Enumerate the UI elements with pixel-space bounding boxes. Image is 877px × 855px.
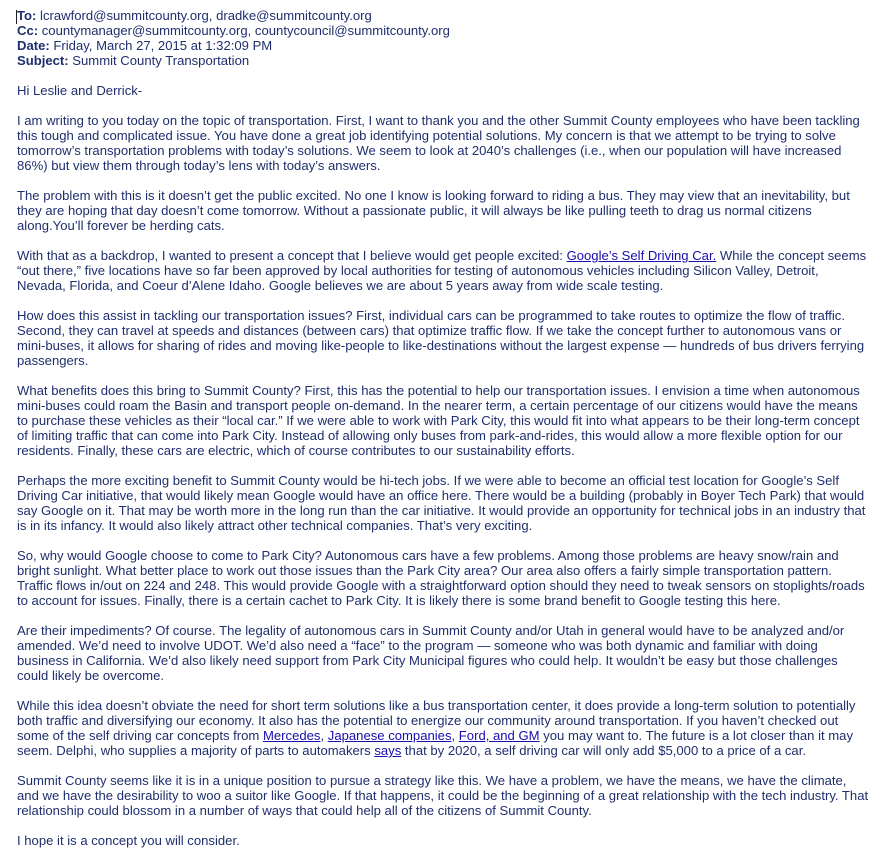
subject-value: Summit County Transportation (72, 53, 250, 68)
date-label: Date: (17, 38, 50, 53)
cc-label: Cc: (17, 23, 39, 38)
ford-gm-link[interactable]: Ford, and GM (458, 728, 540, 743)
text-span: , (451, 728, 459, 743)
text-span: that by 2020, a self driving car will only add $5,000 to a price of a car. (401, 743, 806, 758)
to-line (17, 8, 877, 23)
to-label: To: (17, 8, 37, 23)
text-span: you may want to. The future is a lot closer than it may seem. Delphi, who supplies a majority of parts to automakers (17, 728, 854, 758)
google-self-driving-car-link[interactable]: Google’s Self Driving Car. (566, 248, 717, 263)
text-cursor (16, 10, 17, 24)
date-line (17, 38, 877, 53)
text-span: With that as a backdrop, I wanted to present a concept that I believe would get people excited: (17, 248, 567, 263)
says-link[interactable]: says (374, 743, 402, 758)
closing-line: I hope it is a concept you will consider. (17, 833, 240, 848)
paragraph-why-park-city: So, why would Google choose to come to Park City? Autonomous cars have a few problems. Among those problems are heavy snow/rain and bright sunlight. What better place to work out those issues than the Park City area? Our area also offers a fairly simple transportation pattern. Traffic flows in/out on 224 and 248. This would provide Google with a straightforward option should they need to tweak sensors on stoplights/roads to account for issues. Finally, there is a certain cachet to Park City. It is likely there is some brand benefit to Google testing this here. (17, 548, 865, 608)
subject-line (17, 53, 877, 68)
paragraph-problem: The problem with this is it doesn’t get the public excited. No one I know is looking forward to riding a bus. They may view that an inevitability, but they are hoping that day doesn’t come tomorrow. Without a passionate public, it will always be like pulling teeth to drag us normal citizens along.You’ll forever be herding cats. (17, 188, 850, 233)
mercedes-link[interactable]: Mercedes (262, 728, 321, 743)
text-span: , (320, 728, 328, 743)
paragraph-concept (17, 248, 869, 293)
text-span: While this idea doesn’t obviate the need for short term solutions like a bus transportation center, it does provide a long-term solution to potentially both traffic and diversifying our economy. It also has the potential to energize our community around transportation. If you haven’t checked out some of the self driving car concepts from (17, 698, 856, 743)
cc-recipients[interactable]: countymanager@summitcounty.org, countycouncil@summitcounty.org (41, 23, 450, 38)
subject-label: Subject: (17, 53, 69, 68)
paragraph-solutions (17, 698, 869, 758)
date-value: Friday, March 27, 2015 at 1:32:09 PM (53, 38, 273, 53)
paragraph-summary: Summit County seems like it is in a unique position to pursue a strategy like this. We have a problem, we have the means, we have the climate, and we have the desirability to woo a suitor like Google. If that happens, it could be the beginning of a great relationship with the tech industry. That relationship could blossom in a number of ways that could help all of the citizens of Summit County. (17, 773, 869, 818)
paragraph-intro: I am writing to you today on the topic of transportation. First, I want to thank you and the other Summit County employees who have been tackling this tough and complicated issue. You have done a great job identifying potential solutions. My concern is that we attempt to be trying to solve tomorrow’s transportation problems with today’s solutions. We seem to look at 2040’s challenges (i.e., when our population will have increased 86%) but view them through today’s lens with today’s answers. (17, 113, 860, 173)
paragraph-how: How does this assist in tackling our transportation issues? First, individual cars can be programmed to take routes to optimize the flow of traffic. Second, they can travel at speeds and distances (between cars) that optimize traffic flow. If we take the concept further to autonomous vans or mini-buses, it allows for sharing of rides and moving like-people to like-destinations without the largest expense — hundreds of bus drivers ferrying passengers. (17, 308, 865, 368)
text-span: While the concept seems “out there,” five locations have so far been approved by local authorities for testing of autonomous vehicles including Silicon Valley, Detroit, Nevada, Florida, and Coeur d’Alene Idaho. Google believes we are about 5 years away from wide scale testing. (17, 248, 867, 293)
japanese-companies-link[interactable]: Japanese companies (327, 728, 452, 743)
cc-line (17, 23, 877, 38)
to-recipients[interactable]: lcrawford@summitcounty.org, dradke@summitcounty.org (40, 8, 372, 23)
paragraph-jobs: Perhaps the more exciting benefit to Summit County would be hi-tech jobs. If we were able to become an official test location for Google’s Self Driving Car initiative, that would likely mean Google would have an office here. There would be a building (probably in Boyer Tech Park) that would say Google on it. That may be worth more in the long run than the car initiative. It would provide an opportunity for technical jobs in an industry that is in its infancy. It would also likely attract other technical companies. That’s very exciting. (17, 473, 866, 533)
greeting: Hi Leslie and Derrick- (17, 83, 143, 98)
paragraph-benefits: What benefits does this bring to Summit County? First, this has the potential to help our transportation issues. I envision a time when autonomous mini-buses could roam the Basin and transport people on-demand. In the nearer term, a certain percentage of our citizens would have the means to purchase these vehicles as their “local car.” If we were able to work with Park City, this would fit into what appears to be their long-term concept of limiting traffic that can come into Park City. Instead of allowing only buses from park-and-rides, this would allow a more flexible option for our residents. Finally, these cars are electric, which of course contributes to our sustainability efforts. (17, 383, 860, 458)
paragraph-impediments: Are their impediments? Of course. The legality of autonomous cars in Summit County and/or Utah in general would have to be analyzed and/or amended. We’d need to involve UDOT. We’d also need a “face” to the program — someone who was both dynamic and familiar with doing business in California. We’d also likely need support from Park City Municipal figures who could help. It wouldn’t be easy but those challenges could likely be overcome. (17, 623, 845, 683)
